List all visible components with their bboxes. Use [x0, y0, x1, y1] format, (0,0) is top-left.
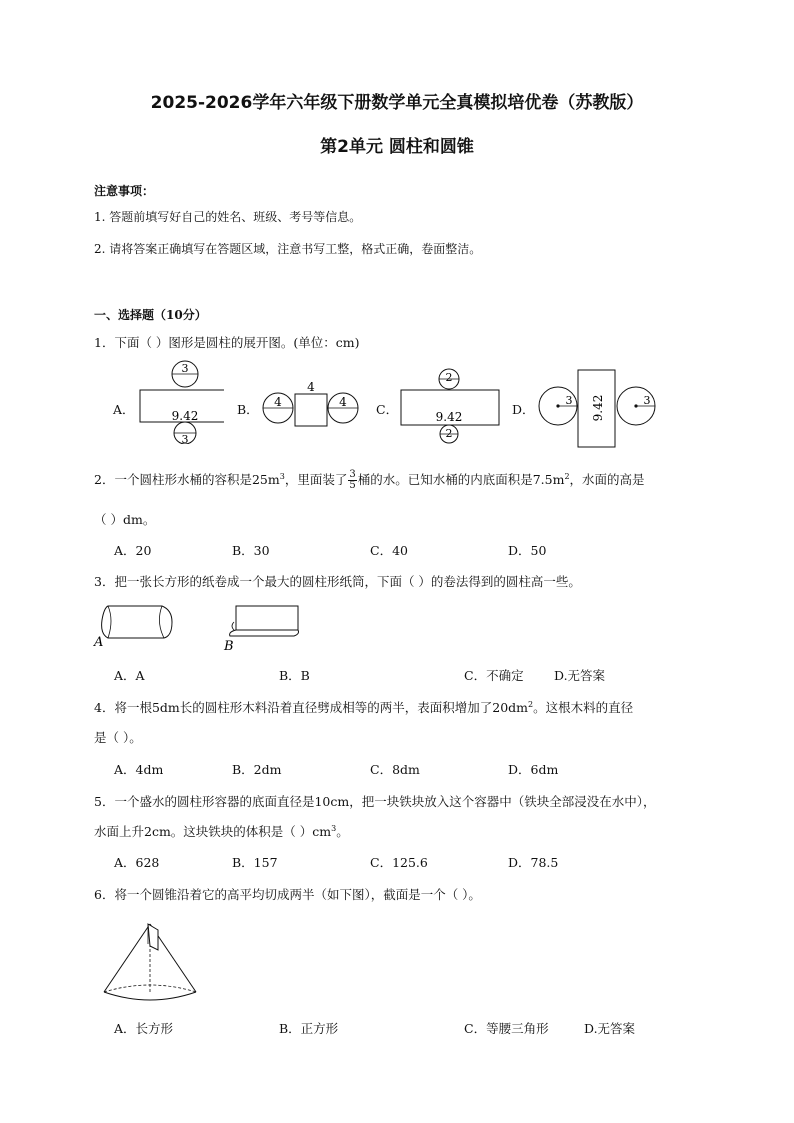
q1-option-c-label[interactable]: C． [376, 402, 399, 417]
q3-option-a[interactable]: A．A [114, 668, 145, 683]
q2-option-d[interactable]: D．50 [508, 543, 547, 558]
q1-b-right-label: 4 [339, 395, 347, 409]
q6-option-d[interactable]: D.无答案 [584, 1021, 636, 1036]
q5-option-b[interactable]: B．157 [232, 855, 278, 870]
q3-option-c[interactable]: C．不确定 [464, 668, 524, 683]
q4-option-b[interactable]: B．2dm [232, 762, 282, 777]
question-2-line2: （ ）dm。 [94, 512, 156, 527]
q3-option-b[interactable]: B．B [279, 668, 310, 683]
question-6-stem: 6．将一个圆锥沿着它的高平均切成两半（如下图），截面是一个（ ）。 [94, 887, 481, 902]
q6-option-b[interactable]: B．正方形 [279, 1021, 339, 1036]
page-subtitle: 第2单元 圆柱和圆锥 [320, 137, 474, 157]
q1-a-top-label: 3 [181, 362, 189, 375]
q6-cone-figure [100, 920, 210, 1004]
q3-option-d[interactable]: D.无答案 [554, 668, 606, 683]
q5-option-a[interactable]: A．628 [114, 855, 160, 870]
q2-fraction: $\frac{3}{5}$ [349, 469, 356, 491]
q3-figure-a-label: A [94, 635, 104, 650]
q1-option-b-label[interactable]: B． [237, 402, 259, 417]
q1-a-bottom-label: 3 [181, 433, 189, 444]
q1-d-rect-label: 9.42 [591, 394, 605, 422]
q6-option-c[interactable]: C．等腰三角形 [464, 1021, 549, 1036]
q1-figure-d [536, 368, 686, 450]
q2-option-b[interactable]: B．30 [232, 543, 270, 558]
question-4-stem: 4．将一根5dm长的圆柱形木料沿着直径劈成相等的两半，表面积增加了$20dm^2$。这根木料的直径 [94, 699, 634, 715]
page-title: 2025-2026学年六年级下册数学单元全真模拟培优卷（苏教版） [150, 93, 644, 113]
q2-option-c[interactable]: C．40 [370, 543, 408, 558]
q3-figure-b-label: B [224, 639, 234, 654]
q1-figure-a [138, 360, 224, 444]
section-heading: 一、选择题（10分） [94, 308, 207, 322]
q1-figure-c [398, 366, 502, 444]
q1-c-bottom-label: 2 [445, 427, 453, 440]
q1-b-top-label: 4 [307, 380, 315, 394]
q3-figure-b [220, 604, 310, 654]
question-4-line2: 是（ ）。 [94, 730, 142, 745]
q5-option-c[interactable]: C．125.6 [370, 855, 428, 870]
q1-d-left-label: 3 [565, 394, 573, 407]
q1-c-rect-label: 9.42 [435, 410, 463, 424]
q3-figure-a [92, 600, 182, 650]
q4-option-d[interactable]: D．6dm [508, 762, 559, 777]
question-3-stem: 3．把一张长方形的纸卷成一个最大的圆柱形纸筒，下面（ ）的卷法得到的圆柱高一些。 [94, 574, 581, 589]
q1-b-left-label: 4 [274, 395, 282, 409]
q2-option-a[interactable]: A．20 [114, 543, 152, 558]
q5-option-d[interactable]: D．78.5 [508, 855, 559, 870]
q4-option-a[interactable]: A．4dm [114, 762, 164, 777]
q1-d-right-label: 3 [643, 394, 651, 407]
q1-option-d-label[interactable]: D． [512, 402, 535, 417]
q6-option-a[interactable]: A．长方形 [114, 1021, 174, 1036]
q1-option-a-label[interactable]: A． [113, 402, 135, 417]
question-5-stem: 5．一个盛水的圆柱形容器的底面直径是10cm，把一块铁块放入这个容器中（铁块全部浸没在水中）， [94, 794, 656, 809]
q4-option-c[interactable]: C．8dm [370, 762, 420, 777]
q1-a-rect-label: 9.42 [171, 409, 199, 423]
question-1-stem: 1．下面（ ）图形是圆柱的展开图。(单位：cm) [94, 335, 360, 350]
q1-figure-b [260, 380, 360, 432]
notice-item-1: 1. 答题前填写好自己的姓名、班级、考号等信息。 [94, 210, 362, 224]
question-2-stem: 2．一个圆柱形水桶的容积是$25m^3$，里面装了 $\frac{3}{5}$ 桶的水。已知水桶的内底面积是$7.5m^2$，水面的高是 [94, 469, 645, 491]
notice-item-2: 2. 请将答案正确填写在答题区域，注意书写工整，格式正确，卷面整洁。 [94, 242, 482, 256]
notice-heading: 注意事项： [94, 184, 155, 198]
q1-c-top-label: 2 [445, 371, 453, 384]
question-5-line2: 水面上升2cm。这块铁块的体积是（ ）$cm^3$。 [94, 823, 349, 839]
